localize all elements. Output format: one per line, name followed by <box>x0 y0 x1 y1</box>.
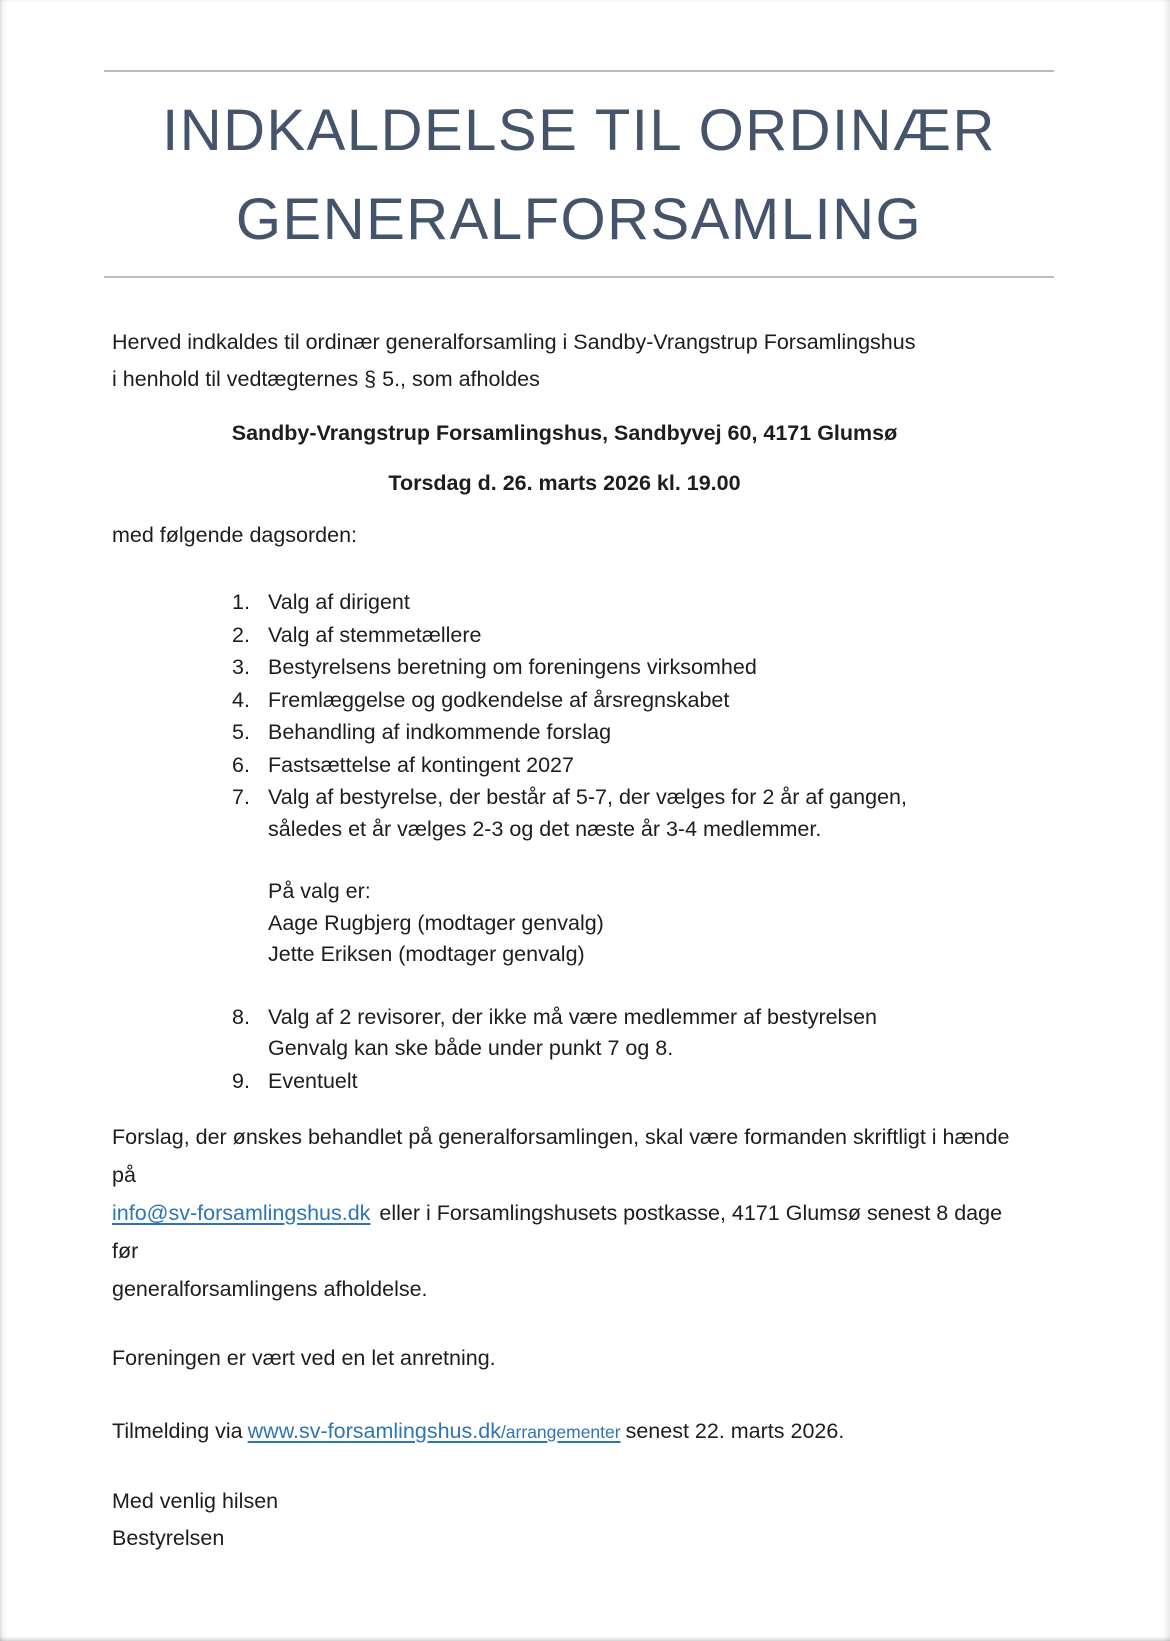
agenda-item-number: 9. <box>232 1068 250 1093</box>
agenda-item-text-line-1: Valg af bestyrelse, der består af 5-7, der vælges for 2 år af gangen, <box>268 785 907 809</box>
agenda-item-number: 5. <box>232 720 250 744</box>
website-link-main: www.sv-forsamlingshus.dk <box>247 1419 501 1443</box>
candidate-line: Aage Rugbjerg (modtager genvalg) <box>268 910 604 935</box>
email-link[interactable]: info@sv-forsamlingshus.dk <box>112 1201 371 1225</box>
agenda-item-text-line-2: Genvalg kan ske både under punkt 7 og 8. <box>268 1036 674 1060</box>
closing-block <box>112 1483 1017 1557</box>
proposals-line-1: Forslag, der ønskes behandlet på generalforsamlingen, skal være formanden skriftligt i hænde på <box>112 1125 1010 1187</box>
agenda-item <box>232 717 1017 749</box>
agenda-item <box>232 750 1017 782</box>
agenda-item-text-line-1: Valg af 2 revisorer, der ikke må være medlemmer af bestyrelsen <box>268 1004 878 1029</box>
title-line-2: GENERALFORSAMLING <box>235 187 923 252</box>
website-link[interactable] <box>248 1419 621 1443</box>
agenda-list <box>232 587 1017 845</box>
agenda-item-text: Behandling af indkommende forslag <box>268 720 612 744</box>
agenda-item-number: 6. <box>232 752 250 777</box>
agenda-item-number: 4. <box>232 687 250 712</box>
intro-paragraph <box>112 324 1017 398</box>
agenda-item-text <box>268 782 907 845</box>
agenda-intro: med følgende dagsorden: <box>112 523 358 547</box>
website-link-path: /arrangementer <box>500 1422 621 1442</box>
agenda-item-number: 2. <box>232 622 250 647</box>
agenda-item-text <box>268 1002 877 1065</box>
closing-salutation: Med venlig hilsen <box>112 1489 279 1513</box>
agenda-item <box>232 1002 1017 1065</box>
signup-prefix: Tilmelding via <box>112 1419 243 1443</box>
agenda-item-text: Fastsættelse af kontingent 2027 <box>268 752 574 777</box>
agenda-item-number: 7. <box>232 785 250 809</box>
signature-line: Bestyrelsen <box>112 1526 225 1550</box>
datetime-line: Torsdag d. 26. marts 2026 kl. 19.00 <box>388 471 741 495</box>
title-line-1: INDKALDELSE TIL ORDINÆR <box>162 98 996 163</box>
agenda-item-text: Eventuelt <box>268 1068 358 1093</box>
agenda-item-text: Valg af dirigent <box>268 590 410 614</box>
agenda-item-text: Bestyrelsens beretning om foreningens virksomhed <box>268 655 757 679</box>
agenda-item-text: Valg af stemmetællere <box>268 622 482 647</box>
agenda-item-number: 8. <box>232 1004 250 1029</box>
proposals-line-2 <box>112 1194 1017 1270</box>
agenda-item-text: Fremlæggelse og godkendelse af årsregnskabet <box>268 687 730 712</box>
proposals-line-3: generalforsamlingens afholdelse. <box>112 1277 428 1301</box>
agenda-item <box>232 652 1017 684</box>
agenda-item <box>232 620 1017 652</box>
agenda-item <box>232 1066 1017 1098</box>
agenda-item-number: 3. <box>232 655 250 679</box>
candidate-line: Jette Eriksen (modtager genvalg) <box>268 942 585 966</box>
page-title <box>104 72 1054 276</box>
intro-line-2: i henhold til vedtægternes § 5., som afholdes <box>112 367 540 391</box>
title-block <box>104 70 1054 278</box>
agenda-item-number: 1. <box>232 590 250 614</box>
signup-suffix: senest 22. marts 2026. <box>625 1419 845 1443</box>
agenda-item <box>232 782 1017 845</box>
proposals-line-2-rest: eller i Forsamlingshusets postkasse, 4171 Glumsø senest 8 dage før <box>112 1201 1003 1263</box>
intro-line-1: Herved indkaldes til ordinær generalforsamling i Sandby-Vrangstrup Forsamlingshus <box>112 330 916 354</box>
signup-paragraph <box>112 1413 1017 1451</box>
venue-line: Sandby-Vrangstrup Forsamlingshus, Sandbyvej 60, 4171 Glumsø <box>231 421 898 445</box>
election-block <box>268 876 1017 971</box>
proposals-paragraph <box>112 1118 1017 1308</box>
agenda-item-text-line-2: således et år vælges 2-3 og det næste år 3-4 medlemmer. <box>268 816 822 841</box>
agenda-list-tail <box>232 1002 1017 1098</box>
document-body <box>112 280 1017 1557</box>
agenda-item <box>232 685 1017 717</box>
refreshments-line: Foreningen er vært ved en let anretning. <box>112 1346 496 1370</box>
election-heading: På valg er: <box>268 879 371 903</box>
title-rule-bottom <box>104 276 1054 278</box>
agenda-item <box>232 587 1017 619</box>
